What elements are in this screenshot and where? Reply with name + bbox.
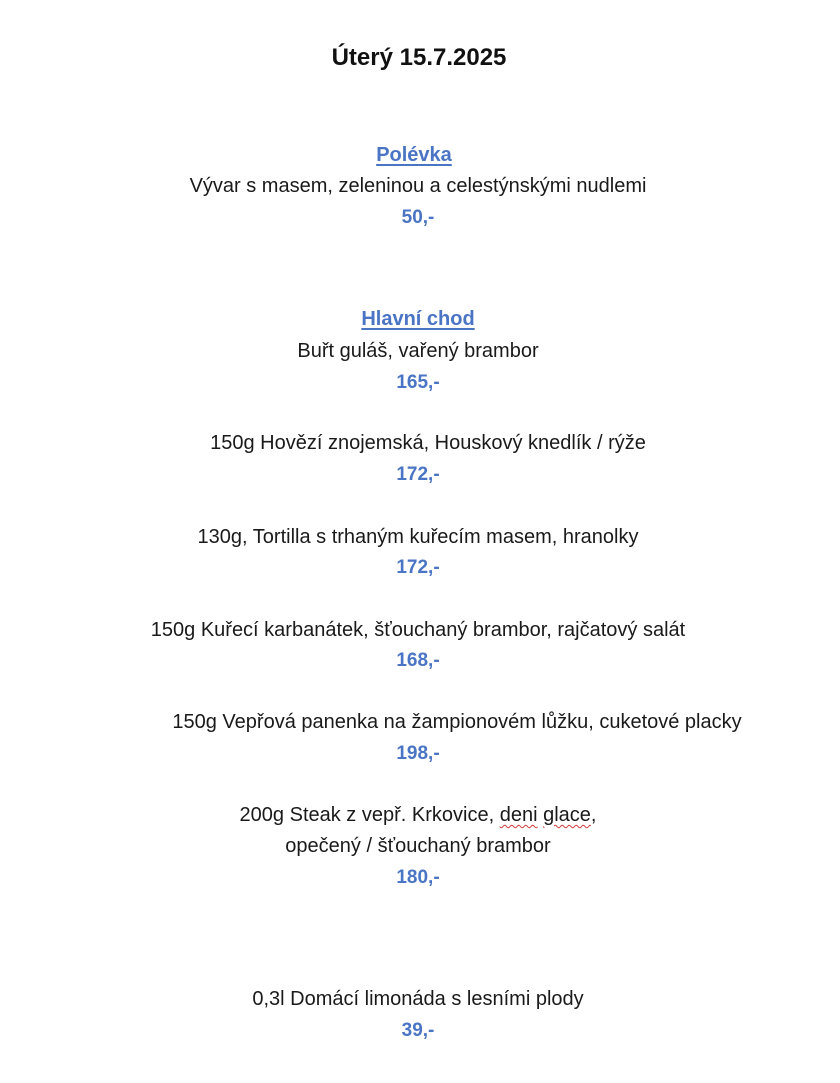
main-price-2: 172,- bbox=[396, 464, 440, 485]
spellcheck-word-deni: deni bbox=[499, 804, 538, 826]
main-heading: Hlavní chod bbox=[361, 308, 475, 330]
drink-item: 0,3l Domácí limonáda s lesními plody bbox=[252, 988, 584, 1010]
main-item-5: 150g Vepřová panenka na žampionovém lůžku, cuketové placky bbox=[172, 711, 742, 733]
soup-heading: Polévka bbox=[376, 144, 452, 166]
page-title: Úterý 15.7.2025 bbox=[331, 44, 507, 71]
soup-price: 50,- bbox=[401, 207, 435, 228]
main-item-6 bbox=[240, 804, 597, 827]
spellcheck-word-glace: glace bbox=[543, 804, 591, 826]
main-item-4: 150g Kuřecí karbanátek, šťouchaný brambor, rajčatový salát bbox=[150, 619, 686, 641]
main-item-3: 130g, Tortilla s trhaným kuřecím masem, hranolky bbox=[197, 526, 639, 548]
soup-item: Vývar s masem, zeleninou a celestýnskými nudlemi bbox=[189, 175, 647, 197]
main-price-4: 168,- bbox=[396, 650, 440, 671]
main-item-6-suffix: , bbox=[590, 804, 597, 826]
main-price-6: 180,- bbox=[396, 867, 440, 888]
main-item-6-prefix: 200g Steak z vepř. Krkovice, bbox=[239, 804, 500, 826]
main-price-5: 198,- bbox=[396, 743, 440, 764]
main-price-1: 165,- bbox=[396, 372, 440, 393]
main-price-3: 172,- bbox=[396, 557, 440, 578]
drink-price: 39,- bbox=[401, 1020, 435, 1041]
main-item-2: 150g Hovězí znojemská, Houskový knedlík / rýže bbox=[210, 432, 646, 454]
main-item-1: Buřt guláš, vařený brambor bbox=[297, 340, 539, 362]
main-item-6-line2: opečený / šťouchaný brambor bbox=[285, 835, 551, 857]
